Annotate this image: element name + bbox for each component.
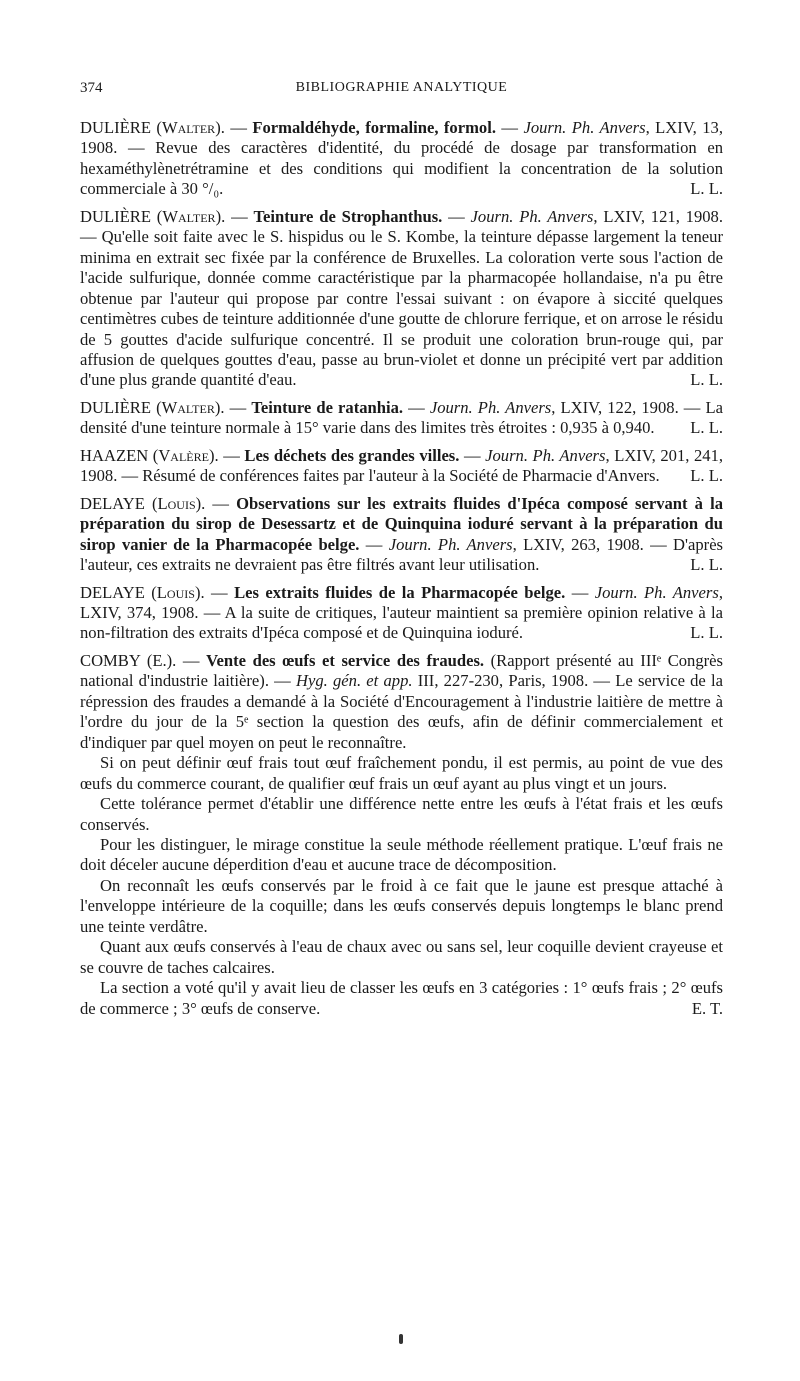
bibliography-entry: DULIÈRE (Walter). — Teinture de ratanhia. — Journ. Ph. Anvers, LXIV, 122, 1908. — La densité d'une teinture normale à 15° varie dans des limites très étroites : 0,935 à 0,940. L. L. bbox=[80, 397, 724, 438]
comby-paragraphs bbox=[80, 753, 723, 978]
paragraph: Cette tolérance permet d'établir une différence nette entre les œufs à l'état frais et les œufs conservés. bbox=[80, 794, 723, 834]
entry-author: HAAZEN bbox=[80, 445, 149, 465]
bibliography-entry: DULIÈRE (Walter). — Teinture de Strophanthus. — Journ. Ph. Anvers, LXIV, 121, 1908. — Qu'elle soit faite avec le S. hispidus ou le S. Kombe, la teinture dépasse largement la teneur minima en extrait sec fixée par la conférence de Bruxelles. La coloration verte sous l'action de l'acide sulfurique, donnée comme caractéristique par la pharmacopée hollandaise, n'a pu être obtenue par l'auteur qui propose par contre l'essai suivant : on évapore à siccité quelques centimètres cubes de teinture additionnée d'une goutte de chlorure ferrique, et on arrose le résidu de 5 gouttes d'acide sulfurique concentré. Il se produit une coloration brun-rouge qui, par affusion de quelques gouttes d'eau, passe au brun-violet et donne un précipité vert par addition d'une plus grande quantité d'eau. L. L. bbox=[80, 206, 723, 390]
entry-initials: L. L. bbox=[690, 418, 723, 438]
entry-title: Observations sur les extraits fluides d'Ipéca composé servant à la préparation du sirop de Desessartz et de Quinquina ioduré servant à la préparation du sirop vanier de la Pharmacopée belge. bbox=[80, 493, 723, 554]
last-paragraph: La section a voté qu'il y avait lieu de classer les œufs en 3 catégories : 1° œufs frais ; 2° œufs de commerce ; 3° œufs de conserve. bbox=[80, 978, 723, 1018]
entry-firstname: Walter bbox=[161, 397, 215, 417]
entry-separator: — bbox=[565, 582, 595, 602]
entry-text: , LXIV, 121, 1908. — Qu'elle soit faite avec le S. hispidus ou le S. Kombe, la teinture dépasse largement la teneur minima en extrait sec fixée par la conférence de Bruxelles. La coloration verte sous l'action de l'acide sulfurique, donnée comme caractéristique par la pharmacopée hollandaise, n'a pu être obtenue par l'auteur qui propose par contre l'essai suivant : on évapore à siccité quelques centimètres cubes de teinture additionnée d'une goutte de chlorure ferrique, et on arrose le résidu de 5 gouttes d'acide sulfurique concentré. Il se produit une coloration brun-rouge qui, par affusion de quelques gouttes d'eau, passe au brun-violet et donne un précipité vert par addition d'une plus grande quantité d'eau. bbox=[80, 206, 723, 390]
entry-journal: Journ. Ph. Anvers bbox=[594, 582, 719, 602]
paragraph: Quant aux œufs conservés à l'eau de chaux avec ou sans sel, leur coquille devient crayeuse et se couvre de taches calcaires. bbox=[80, 937, 723, 977]
paragraph: Pour les distinguer, le mirage constitue la seule méthode réellement pratique. L'œuf frais ne doit déceler aucune déperdition d'eau et aucune trace de décomposition. bbox=[80, 834, 723, 875]
entry-firstname: Walter bbox=[161, 118, 216, 137]
entry-separator: — bbox=[459, 445, 486, 465]
document-page bbox=[80, 78, 723, 1026]
entry-journal: Journ. Ph. Anvers bbox=[470, 206, 594, 226]
entry-text: , LXIV, 263, 1908. — D'après l'auteur, ces extraits ne devraient pas être filtrés avant leur utilisation. bbox=[80, 534, 724, 575]
entry-journal: Journ. Ph. Anvers bbox=[485, 445, 606, 465]
entry-separator: — bbox=[205, 493, 237, 513]
paragraph: Si on peut définir œuf frais tout œuf fraîchement pondu, il est permis, au point de vue des œufs du commerce courant, de qualifier œuf frais un œuf ayant au plus vingt et un jours. bbox=[80, 753, 723, 793]
entry-firstname: E. bbox=[152, 650, 167, 670]
entry-title: Les extraits fluides de la Pharmacopée belge. bbox=[234, 582, 566, 602]
entry-intro: (Rapport présenté au IIIᵉ Congrès national d'industrie laitière). — bbox=[80, 650, 723, 691]
entry-separator: — bbox=[442, 206, 471, 226]
entry-journal: Journ. Ph. Anvers bbox=[388, 534, 513, 554]
entry-firstname: Louis bbox=[156, 582, 195, 602]
page-number: 374 bbox=[80, 80, 103, 96]
entry-text: , LXIV, 122, 1908. — La densité d'une teinture normale à 15° varie dans des limites très étroites : 0,935 à 0,940. bbox=[80, 397, 724, 438]
bibliography-entry: DELAYE (Louis). — Observations sur les extraits fluides d'Ipéca composé servant à la préparation du sirop de Desessartz et de Quinquina ioduré servant à la préparation du sirop vanier de la Pharmacopée belge. — Journ. Ph. Anvers, LXIV, 263, 1908. — D'après l'auteur, ces extraits ne devraient pas être filtrés avant leur utilisation. L. L. bbox=[80, 493, 724, 575]
entry-text: , LXIV, 13, 1908. — Revue des caractères d'identité, du procédé de dosage par transformation en hexaméthylènetrétramine et des conditions qui modifient la concentration de la solution commerciale à 30 °/₀. bbox=[80, 118, 723, 199]
entry-separator: — bbox=[224, 118, 253, 137]
entry-initials: L. L. bbox=[690, 623, 723, 643]
entry-separator: — bbox=[359, 534, 389, 554]
entry-initials: E. T. bbox=[691, 998, 723, 1018]
entry-author: DELAYE bbox=[80, 493, 145, 513]
entry-author: DULIÈRE bbox=[80, 206, 151, 226]
entry-initials: L. L. bbox=[690, 179, 723, 199]
entry-author: COMBY bbox=[80, 650, 141, 670]
entry-author: DELAYE bbox=[80, 582, 145, 602]
ink-mark bbox=[399, 1334, 403, 1344]
bibliography-entries bbox=[80, 118, 723, 644]
entry-firstname: Louis bbox=[157, 493, 196, 513]
entry-title: Vente des œufs et service des fraudes. bbox=[206, 650, 485, 670]
entry-text: , LXIV, 374, 1908. — A la suite de critiques, l'auteur maintient sa première opinion relative à la non-filtration des extraits d'Ipéca composé et de Quinquina ioduré. bbox=[80, 582, 723, 643]
entry-journal: Journ. Ph. Anvers bbox=[523, 118, 646, 137]
entry-author: DULIÈRE bbox=[80, 397, 151, 417]
entry-initials: L. L. bbox=[690, 370, 723, 390]
bibliography-entry: DELAYE (Louis). — Les extraits fluides de la Pharmacopée belge. — Journ. Ph. Anvers, LXIV, 374, 1908. — A la suite de critiques, l'auteur maintient sa première opinion relative à la non-filtration des extraits d'Ipéca composé et de Quinquina ioduré. L. L. bbox=[80, 582, 723, 643]
entry-separator: — bbox=[224, 397, 252, 417]
entry-text: III, 227-230, Paris, 1908. — Le service de la répression des fraudes a demandé à la Société d'Encouragement à l'industrie laitière de mettre à l'ordre du jour de la 5ᵉ section la question des œufs, afin de définir commercialement et d'indiquer par quel moyen on peut le reconnaître. bbox=[80, 671, 723, 752]
entry-title: Les déchets des grandes villes. bbox=[244, 445, 460, 465]
entry-journal: Hyg. gén. et app. bbox=[295, 671, 413, 691]
page-header bbox=[80, 78, 723, 100]
entry-title: Formaldéhyde, formaline, formol. bbox=[252, 118, 496, 137]
entry-firstname: Walter bbox=[162, 206, 216, 226]
entry-separator: — bbox=[225, 206, 254, 226]
entry-separator: — bbox=[403, 397, 430, 417]
entry-separator: — bbox=[495, 118, 524, 137]
bibliography-entry: DULIÈRE (Walter). — Formaldéhyde, formaline, formol. — Journ. Ph. Anvers, LXIV, 13, 1908. — Revue des caractères d'identité, du procédé de dosage par transformation en hexaméthylènetrétramine et des conditions qui modifient la concentration de la solution commerciale à 30 °/₀. L. L. bbox=[80, 118, 723, 199]
entry-text: , LXIV, 201, 241, 1908. — Résumé de conférences faites par l'auteur à la Société de Pharmacie d'Anvers. bbox=[80, 445, 724, 486]
running-title: BIBLIOGRAPHIE ANALYTIQUE bbox=[295, 80, 508, 95]
entry-title: Teinture de ratanhia. bbox=[251, 397, 404, 417]
entry-separator: — bbox=[218, 445, 245, 465]
entry-firstname: Valère bbox=[158, 445, 209, 465]
entry-comby: COMBY (E.). — Vente des œufs et service des fraudes. (Rapport présenté au IIIᵉ Congrès national d'industrie laitière). — Hyg. gén. et app. III, 227-230, Paris, 1908. — Le service de la répression des fraudes a demandé à la Société d'Encouragement à l'industrie laitière de mettre à l'ordre du jour de la 5ᵉ section la question des œufs, afin de définir commercialement et d'indiquer par quel moyen on peut le reconnaître. Si on peut définir œuf frais tout œuf fraîchement pondu, il est permis, au point de vue des œufs du commerce courant, de qualifier œuf frais un œuf ayant au plus vingt et un jours. Cette tolérance permet d'établir une différence nette entre les œufs à l'état frais et les œufs conservés. Pour les distinguer, le mirage constitue la seule méthode réellement pratique. L'œuf frais ne doit déceler aucune déperdition d'eau et aucune trace de décomposition. On reconnaît les œufs conservés par le froid à ce fait que le jaune est presque attaché à l'enveloppe intérieure de la coquille; dans les œufs conservés depuis longtemps le blanc prend une teinte verdâtre. Quant aux œufs conservés à l'eau de chaux avec ou sans sel, leur coquille devient crayeuse et se couvre de taches calcaires. La section a voté qu'il y avait lieu de classer les œufs en 3 catégories : 1° œufs frais ; 2° œufs de commerce ; 3° œufs de conserve. E. T. bbox=[80, 650, 723, 1018]
entry-journal: Journ. Ph. Anvers bbox=[429, 397, 552, 417]
entry-initials: L. L. bbox=[690, 555, 723, 575]
entry-separator: — bbox=[204, 582, 235, 602]
paragraph: On reconnaît les œufs conservés par le froid à ce fait que le jaune est presque attaché à l'enveloppe intérieure de la coquille; dans les œufs conservés depuis longtemps le blanc prend une teinte verdâtre. bbox=[80, 875, 723, 936]
entry-title: Teinture de Strophanthus. bbox=[253, 206, 443, 226]
entry-author: DULIÈRE bbox=[80, 118, 151, 137]
bibliography-entry: HAAZEN (Valère). — Les déchets des grandes villes. — Journ. Ph. Anvers, LXIV, 201, 241, 1908. — Résumé de conférences faites par l'auteur à la Société de Pharmacie d'Anvers. L. L. bbox=[80, 445, 724, 486]
entry-initials: L. L. bbox=[690, 466, 723, 486]
